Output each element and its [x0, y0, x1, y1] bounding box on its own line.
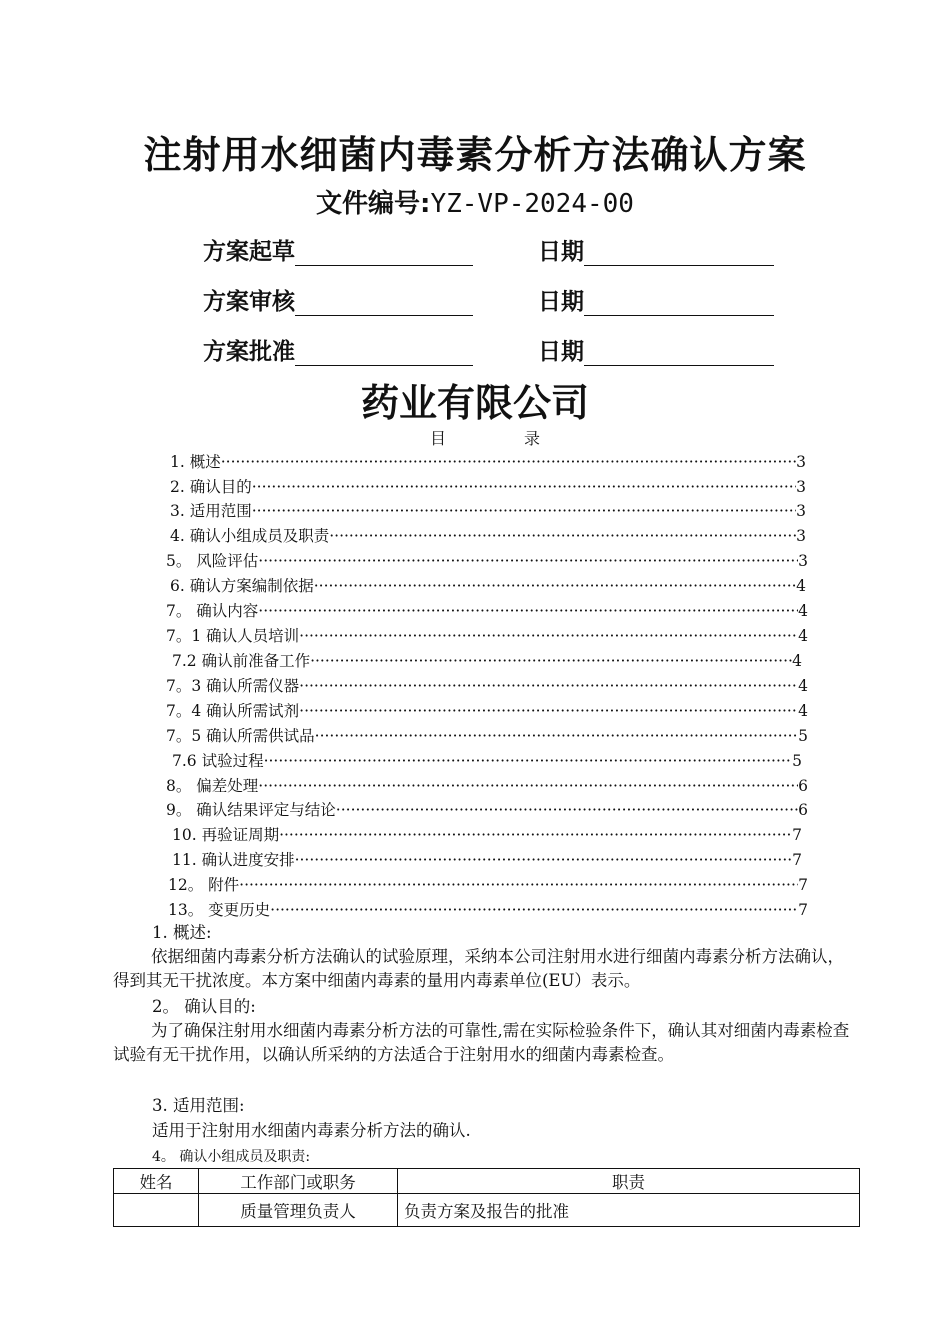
section-paragraph: 为了确保注射用水细菌内毒素分析方法的可靠性,需在实际检验条件下，确认其对细菌内毒素检查试验有无干扰作用，以确认所采纳的方法适合于注射用水的细菌内毒素检查。 [113, 1021, 850, 1064]
toc-leader [329, 527, 796, 545]
toc-entry[interactable] [172, 649, 802, 671]
table-cell [114, 1194, 199, 1227]
section-heading: 4。 确认小组成员及职责: [152, 1149, 311, 1165]
section-paragraph: 适用于注射用水细菌内毒素分析方法的确认. [152, 1121, 471, 1140]
table-header-cell: 姓名 [114, 1169, 199, 1194]
toc-leader [258, 602, 798, 620]
toc-leader [252, 478, 796, 496]
toc-entry[interactable] [166, 774, 808, 796]
toc-entry-page: 3 [796, 478, 806, 496]
toc-entry-page: 3 [798, 552, 808, 570]
date-label: 日期 [538, 339, 584, 365]
date-label: 日期 [538, 289, 584, 315]
toc-entry-label: 4. 确认小组成员及职责 [170, 527, 330, 545]
toc-entry-label: 3. 适用范围 [170, 502, 252, 520]
toc-leader [252, 502, 796, 520]
date-line [584, 243, 774, 266]
toc-leader [299, 677, 798, 695]
signature-label: 方案审核 [203, 289, 295, 315]
section-paragraph: 依据细菌内毒素分析方法确认的试验原理，采纳本公司注射用水进行细菌内毒素分析方法确认，得到其无干扰浓度。本方案中细菌内毒素的量用内毒素单位(EU）表示。 [113, 947, 844, 990]
toc-leader [270, 901, 798, 919]
date-line [584, 343, 774, 366]
toc-leader [258, 777, 798, 795]
signature-line [295, 293, 473, 316]
toc-leader [315, 727, 798, 745]
date-label: 日期 [538, 239, 584, 265]
toc-entry[interactable] [170, 450, 806, 472]
toc-heading [430, 426, 540, 449]
toc-entry-label: 6. 确认方案编制依据 [170, 577, 314, 595]
company-name: 药业有限公司 [360, 381, 589, 425]
document-title: 注射用水细菌内毒素分析方法确认方案 [143, 133, 807, 177]
toc-entry[interactable] [166, 699, 808, 721]
toc-entry-label: 8。 偏差处理 [166, 777, 259, 795]
table-header-cell: 工作部门或职务 [199, 1169, 398, 1194]
toc-entry-label: 9。 确认结果评定与结论 [166, 801, 336, 819]
section-heading: 1. 概述: [152, 923, 212, 942]
toc-entry-page: 3 [796, 453, 806, 471]
toc-entry-label: 2. 确认目的 [170, 478, 252, 496]
toc-entry[interactable] [172, 848, 802, 870]
toc-entry-label: 7。4 确认所需试剂 [166, 702, 300, 720]
signature-label: 方案起草 [203, 239, 295, 265]
toc-entry[interactable] [168, 898, 808, 920]
toc-entry-page: 5 [798, 727, 808, 745]
toc-entry-page: 4 [798, 677, 808, 695]
toc-entry-page: 6 [798, 777, 808, 795]
date-row-review [538, 283, 774, 316]
toc-entry-page: 7 [792, 851, 802, 869]
toc-heading-char: 目 [430, 429, 447, 448]
toc-entry[interactable] [166, 599, 808, 621]
toc-leader [299, 702, 798, 720]
date-row-approve [538, 333, 774, 366]
toc-entry-page: 7 [798, 901, 808, 919]
toc-heading-char: 录 [524, 429, 541, 448]
toc-entry-label: 7。 确认内容 [166, 602, 259, 620]
toc-leader [314, 577, 796, 595]
toc-entry[interactable] [172, 823, 802, 845]
toc-entry[interactable] [170, 574, 806, 596]
table-header-cell: 职责 [398, 1169, 860, 1194]
section-heading: 3. 适用范围: [152, 1096, 245, 1115]
toc-leader [295, 851, 793, 869]
toc-entry[interactable] [170, 524, 806, 546]
toc-leader [221, 453, 796, 471]
toc-entry-label: 12。 附件 [168, 876, 240, 894]
toc-entry[interactable] [168, 873, 808, 895]
toc-leader [299, 627, 798, 645]
section-heading: 2。 确认目的: [152, 997, 256, 1016]
toc-entry-page: 7 [798, 876, 808, 894]
toc-entry[interactable] [166, 624, 808, 646]
toc-leader [239, 876, 798, 894]
toc-entry-label: 7。3 确认所需仪器 [166, 677, 300, 695]
toc-entry-page: 6 [798, 801, 808, 819]
roles-table [113, 1168, 860, 1227]
toc-entry-page: 5 [792, 752, 802, 770]
toc-entry[interactable] [172, 749, 802, 771]
toc-entry-page: 4 [798, 702, 808, 720]
document-number-value: YZ-VP-2024-00 [430, 189, 634, 219]
toc-entry-label: 7。5 确认所需供试品 [166, 727, 315, 745]
toc-leader [264, 752, 793, 770]
toc-leader [258, 552, 798, 570]
toc-leader [279, 826, 792, 844]
document-number [0, 183, 950, 220]
toc-entry-page: 4 [798, 602, 808, 620]
table-header-row [114, 1169, 860, 1194]
toc-entry[interactable] [166, 798, 808, 820]
signature-row-approve [203, 333, 473, 366]
toc-leader [310, 652, 792, 670]
toc-entry[interactable] [170, 499, 806, 521]
toc-entry[interactable] [170, 475, 806, 497]
toc-entry-page: 4 [792, 652, 802, 670]
table-row [114, 1194, 860, 1227]
signature-line [295, 243, 473, 266]
toc-entry-page: 7 [792, 826, 802, 844]
document-number-label: 文件编号: [316, 189, 431, 219]
toc-entry-label: 13。 变更历史 [168, 901, 271, 919]
toc-leader [336, 801, 798, 819]
toc-entry[interactable] [166, 674, 808, 696]
toc-entry-page: 4 [798, 627, 808, 645]
signature-row-review [203, 283, 473, 316]
toc-entry[interactable] [166, 724, 808, 746]
toc-entry-page: 3 [796, 502, 806, 520]
toc-entry-label: 10. 再验证周期 [172, 826, 280, 844]
toc-entry-page: 3 [796, 527, 806, 545]
signature-label: 方案批准 [203, 339, 295, 365]
toc-entry-label: 1. 概述 [170, 453, 221, 471]
toc-entry-label: 7.2 确认前准备工作 [172, 652, 311, 670]
toc-entry-label: 7.6 试验过程 [172, 752, 264, 770]
toc-entry-label: 5。 风险评估 [166, 552, 259, 570]
table-cell: 负责方案及报告的批准 [398, 1194, 860, 1227]
toc-entry[interactable] [166, 549, 808, 571]
toc-entry-label: 7。1 确认人员培训 [166, 627, 300, 645]
toc-entry-page: 4 [796, 577, 806, 595]
table-cell: 质量管理负责人 [199, 1194, 398, 1227]
toc-entry-label: 11. 确认进度安排 [172, 851, 295, 869]
signature-row-draft [203, 233, 473, 266]
signature-line [295, 343, 473, 366]
date-row-draft [538, 233, 774, 266]
date-line [584, 293, 774, 316]
